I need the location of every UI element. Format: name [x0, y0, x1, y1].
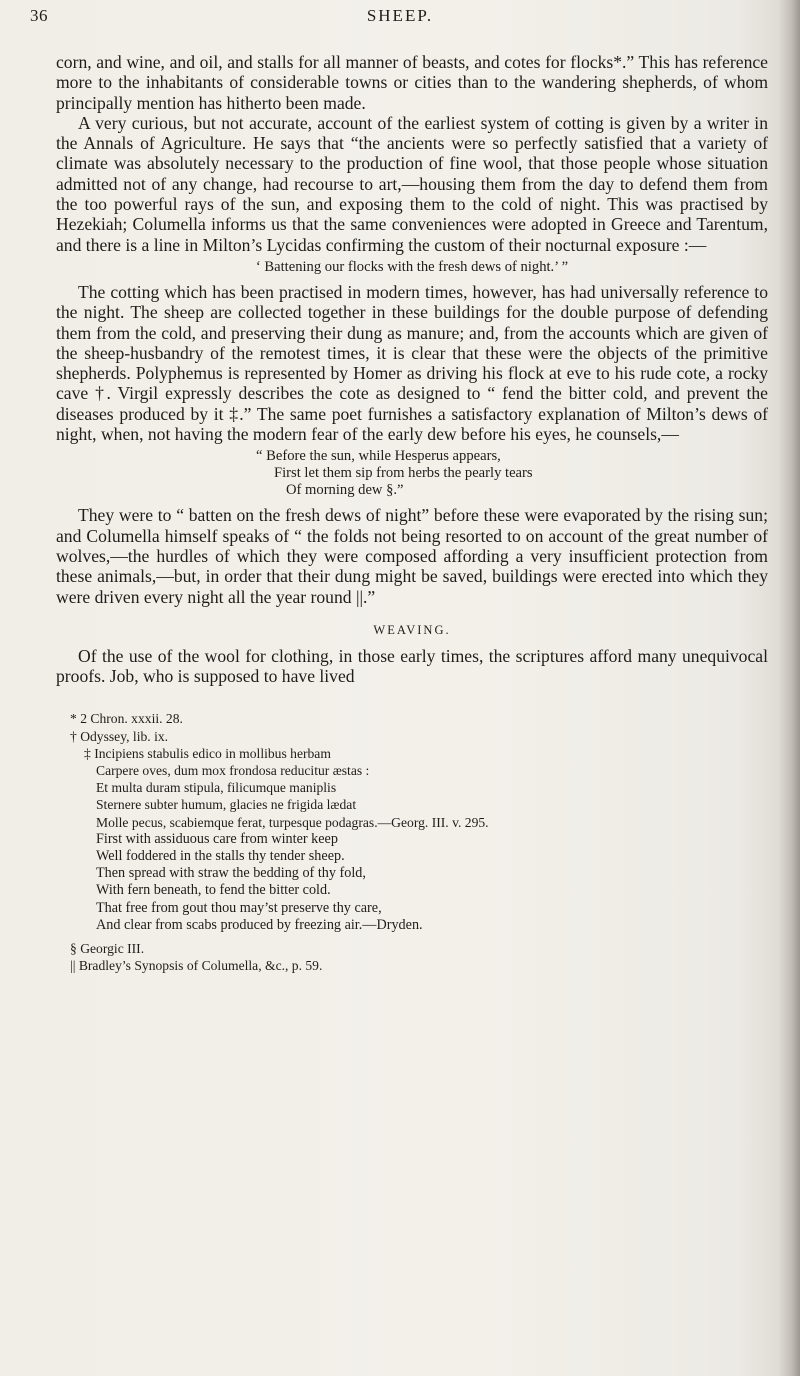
- section-heading: WEAVING.: [373, 622, 451, 637]
- verse-line: Of morning dew §.”: [286, 482, 404, 499]
- footnote-translation-line: With fern beneath, to fend the bitter cold.: [96, 882, 331, 899]
- page-number: 36: [30, 6, 48, 25]
- paragraph-continuation: corn, and wine, and oil, and stalls for all manner of beasts, and cotes for flocks*.” This has reference more to the inhabitants of considerable towns or cities than to the wandering shepherds, of whom principally mention has hitherto been made.: [56, 52, 768, 113]
- footnote: * 2 Chron. xxxii. 28.: [70, 711, 183, 727]
- footnote: || Bradley’s Synopsis of Columella, &c., p. 59.: [70, 958, 323, 974]
- footnote-translation-line: First with assiduous care from winter keep: [96, 830, 338, 847]
- footnote-translation-line: Well foddered in the stalls thy tender sheep.: [96, 848, 345, 865]
- running-head: SHEEP.: [366, 6, 434, 25]
- footnote-latin-line: Molle pecus, scabiemque ferat, turpesque podagras.—Georg. III. v. 295.: [96, 814, 489, 830]
- quotation-milton: [56, 259, 768, 276]
- footnote-latin-line: Carpere oves, dum mox frondosa reducitur æstas :: [96, 763, 370, 779]
- spine-shadow: [778, 0, 800, 1376]
- footnote-latin-line: ‡ Incipiens stabulis edico in mollibus herbam: [84, 745, 331, 761]
- quotation-line: ‘ Battening our flocks with the fresh dews of night.’ ”: [255, 258, 569, 275]
- paragraph-weaving: Of the use of the wool for clothing, in those early times, the scriptures afford many unequivocal proofs. Job, who is supposed to have lived: [56, 645, 768, 687]
- footnote-latin-line: Sternere subter humum, glacies ne frigida lædat: [96, 797, 357, 813]
- paragraph-modern-cotting: The cotting which has been practised in modern times, however, has had universally reference to the night. The sheep are collected together in these buildings for the double purpose of defending them from the cold, and preserving their dung as manure; and, from the accounts which are given of the sheep-husbandry of the remotest times, it is clear that these were the objects of the primitive shepherds. Polyphemus is represented by Homer as driving his flock at eve to his rude cote, a rocky cave †. Virgil expressly describes the cote as designed to “ fend the bitter cold, and prevent the diseases produced by it ‡.” The same poet furnishes a satisfactory explanation of Milton’s dews of night, when, not having the modern fear of the early dew before his eyes, he counsels,—: [56, 281, 768, 445]
- footnote: † Odyssey, lib. ix.: [70, 728, 169, 744]
- footnote: § Georgic III.: [70, 941, 145, 957]
- footnote-latin-line: Et multa duram stipula, filicumque maniplis: [96, 780, 337, 796]
- paragraph-columella: They were to “ batten on the fresh dews of night” before these were evaporated by the rising sun; and Columella himself speaks of “ the folds not being resorted to on account of the great number of wolves,—the hurdles of which they were composed affording a very insufficient protection from these animals,—but, in order that their dung might be saved, buildings were erected into which they were driven every night all the year round ||.”: [56, 505, 768, 607]
- footnote-translation-line: And clear from scabs produced by freezing air.—Dryden.: [96, 916, 423, 933]
- footnote-translation-line: That free from gout thou may’st preserve thy care,: [96, 899, 382, 916]
- page-body: [56, 52, 768, 974]
- verse-line: “ Before the sun, while Hesperus appears,: [256, 448, 501, 465]
- verse-line: First let them sip from herbs the pearly tears: [274, 465, 533, 482]
- footnote-translation-line: Then spread with straw the bedding of thy fold,: [96, 865, 366, 882]
- page-header: [30, 6, 770, 36]
- paragraph-cotting-account: A very curious, but not accurate, account of the earliest system of cotting is given by a writer in the Annals of Agriculture. He says that “the ancients were so perfectly satisfied that a variety of climate was absolutely necessary to the production of fine wool, that those people whose situation admitted not of any change, had recourse to art,—housing them from the day to defend them from the too powerful rays of the sun, and exposing them to the cold of night. This was practised by Hezekiah; Columella informs us that the same conveniences were adopted in Greece and Tarentum, and there is a line in Milton’s Lycidas confirming the custom of their nocturnal exposure :—: [56, 112, 768, 255]
- quotation-virgil: [56, 448, 768, 499]
- footnotes: [56, 710, 768, 974]
